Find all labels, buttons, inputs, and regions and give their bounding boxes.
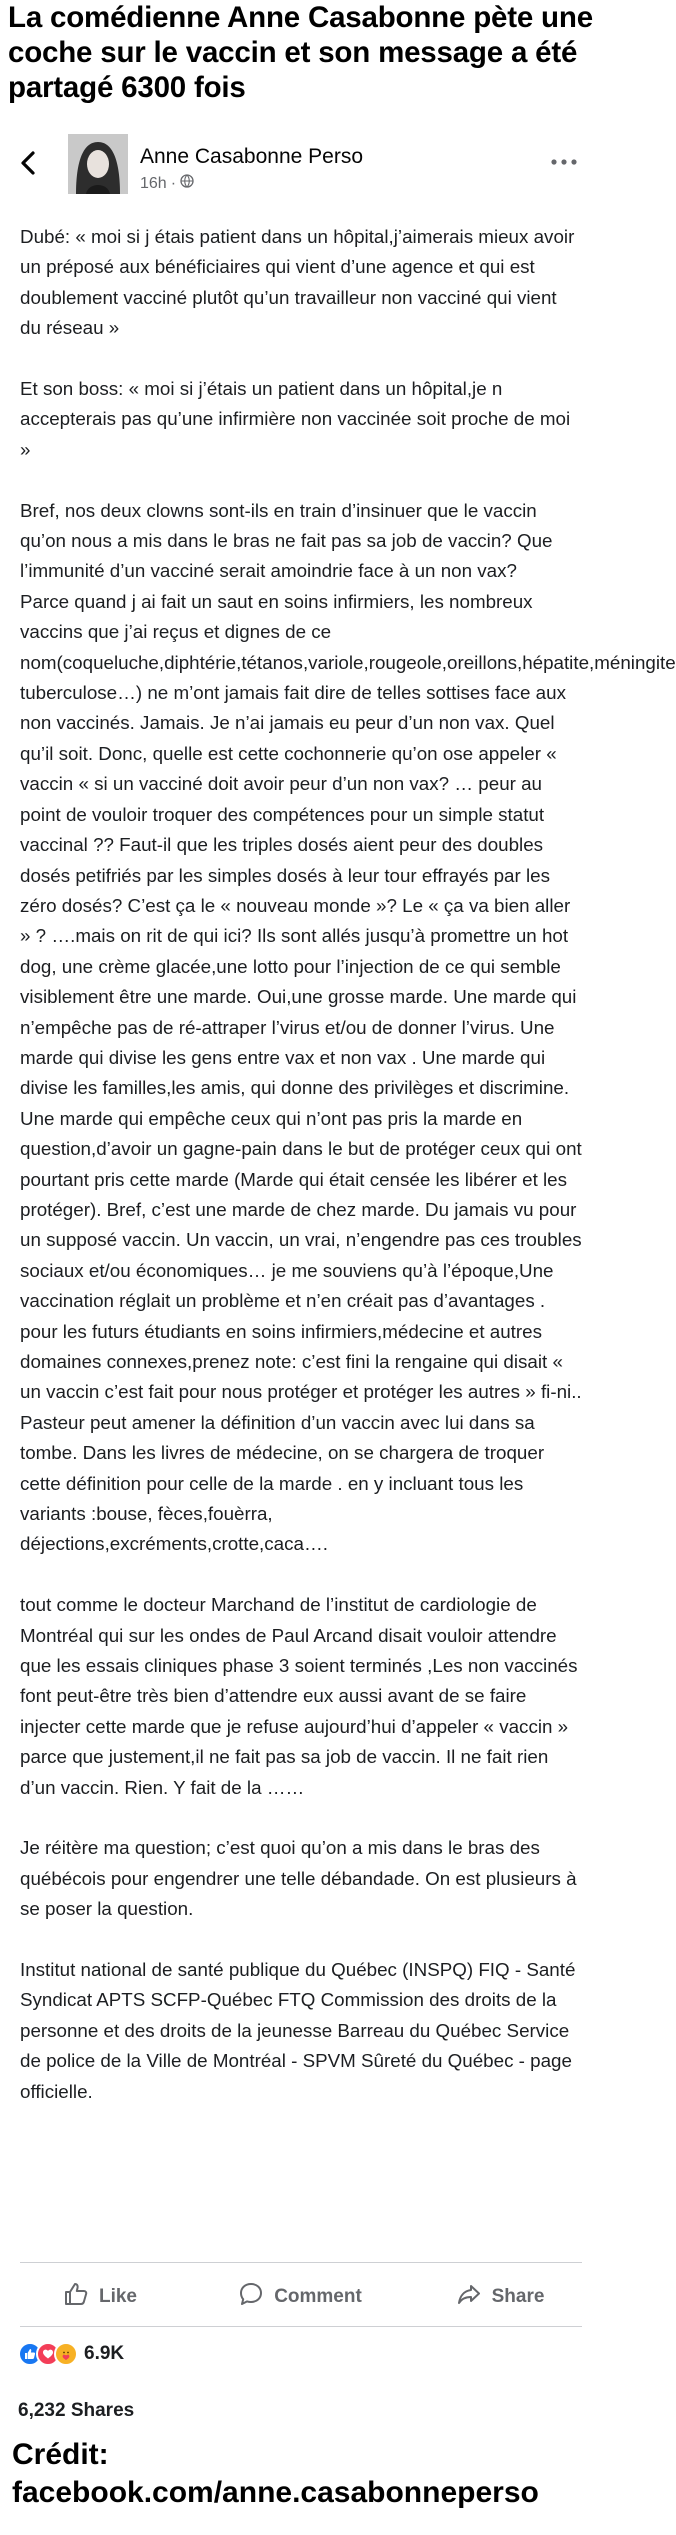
avatar[interactable] bbox=[68, 134, 128, 194]
back-arrow-icon[interactable] bbox=[14, 148, 44, 178]
post-paragraph: pour les futurs étudiants en soins infirmiers,médecine et autres domaines connexes,prenez note: c’est fini la rengaine qui disait « un vaccin c’est fait pour nous protéger et protéger les autres » fi-ni.. Pasteur peut amener la définition d’un vaccin avec lui dans sa tombe. Dans les livres de médecine, on se chargera de troquer cette définition pour celle de la marde . en y incluant tous les variants :bouse, fèces,fouèrra, déjections,excréments,crotte,caca…. bbox=[20, 1320, 582, 1555]
reactions-summary[interactable] bbox=[18, 2342, 124, 2366]
post-paragraph: Je réitère ma question; c’est quoi qu’on a mis dans le bras des québécois pour engendrer une telle débandade. On est plusieurs à se poser la question. bbox=[20, 1837, 577, 1920]
post-paragraph: Dubé: « moi si j étais patient dans un hôpital,j’aimerais mieux avoir un préposé aux bénéficiaires qui vient d’une agence et qui est doublement vacciné plutôt qu’un travailleur non vacciné qui vient du réseau » bbox=[20, 226, 575, 339]
like-button[interactable] bbox=[0, 2272, 200, 2322]
like-label: Like bbox=[98, 2286, 138, 2307]
credit-url: facebook.com/anne.casabonneperso bbox=[12, 2476, 539, 2509]
comment-label: Comment bbox=[274, 2286, 362, 2307]
share-count[interactable]: 6,232 Shares bbox=[18, 2400, 135, 2421]
more-options-icon[interactable] bbox=[549, 154, 579, 170]
post-time: 16h bbox=[140, 174, 167, 192]
credit bbox=[12, 2436, 539, 2512]
comment-button[interactable] bbox=[200, 2272, 400, 2322]
post-paragraph: Bref, nos deux clowns sont-ils en train d’insinuer que le vaccin qu’on nous a mis dans le bras ne fait pas sa job de vaccin? Que l’immunité d’un vacciné serait amoindrie face à un non vax? bbox=[20, 499, 553, 582]
post-header bbox=[0, 128, 600, 208]
post-meta: 16h · bbox=[140, 174, 194, 193]
share-arrow-icon bbox=[456, 2281, 482, 2313]
share-button[interactable] bbox=[400, 2272, 600, 2322]
post-paragraph: Parce quand j ai fait un saut en soins infirmiers, les nombreux vaccins que j’ai reçus et dignes de ce nom(coqueluche,diphtérie,tétanos,variole,rougeole,oreillons,hépatite,méningite tuberculose…) ne m’ont jamais fait dire de telles sottises face aux non vaccinés. Jamais. Je n’ai jamais eu peur d’un non vax. Quel qu’il soit. Donc, quelle est cette cochonnerie qu’on ose appeler « vaccin « si un vacciné doit avoir peur d’un non vax? … peur au point de vouloir troquer des compétences pour un simple statut vaccinal ?? Faut-il que les triples dosés aient peur des doubles dosés petifriés par les simples dosés à leur tour effrayés par les zéro dosés? C’est ça le « nouveau monde »? Le « ça va bien aller » ? ….mais on rit de qui ici? Ils sont allés jusqu’à promettre un hot dog, une crème glacée,une lotto pour l’injection de ce qui semble visiblement être une marde. Oui,une grosse marde. Une marde qui n’empêche pas de ré-attraper l’virus et/ou de donner l’virus. Une marde qui divise les gens entre vax et non vax . Une marde qui divise les familles,les amis, qui donne des privilèges et discrimine. Une marde qui empêche ceux qui n’ont pas pris la marde en question,d’avoir un gagne-pain dans le but de protéger ceux qui ont pourtant pris cette marde (Marde qui était censée les libérer et les protéger). Bref, c’est une marde de chez marde. Du jamais vu pour un supposé vaccin. Un vaccin, un vrai, n’engendre pas ces troubles sociaux et/ou économiques… je me souviens qu’à l’époque,Une vaccination réglait un problème et n’en créait pas d’avantages . bbox=[20, 590, 676, 1312]
thumbs-up-icon bbox=[63, 2281, 89, 2313]
globe-icon bbox=[180, 174, 194, 193]
credit-label: Crédit: bbox=[12, 2438, 109, 2471]
post-paragraph: Et son boss: « moi si j’étais un patient dans un hôpital,je n accepterais pas qu’une infirmière non vaccinée soit proche de moi » bbox=[20, 378, 571, 460]
divider bbox=[20, 2262, 582, 2263]
post-paragraph: Institut national de santé publique du Québec (INSPQ) FIQ - Santé Syndicat APTS SCFP-Québec FTQ Commission des droits de la personne et des droits de la jeunesse Barreau du Québec Service de police de la Ville de Montréal - SPVM Sûreté du Québec - page officielle. bbox=[20, 1959, 576, 2102]
comment-icon bbox=[238, 2281, 264, 2313]
post-paragraph: tout comme le docteur Marchand de l’institut de cardiologie de Montréal qui sur les ondes de Paul Arcand disait vouloir attendre que les essais cliniques phase 3 soient terminés ,Les non vaccinés font peut-être très bien d’attendre eux aussi avant de se faire injecter cette marde que je refuse aujourd’hui d’appeler « vaccin » parce que justement,il ne fait pas sa job de vaccin. Il ne fait rien d’un vaccin. Rien. Y fait de la …… bbox=[20, 1594, 578, 1798]
divider bbox=[20, 2326, 582, 2327]
care-reaction-icon bbox=[54, 2342, 78, 2366]
post-body bbox=[20, 222, 676, 2107]
reaction-count: 6.9K bbox=[84, 2343, 125, 2364]
share-label: Share bbox=[491, 2286, 545, 2307]
action-bar bbox=[0, 2272, 600, 2322]
headline: La comédienne Anne Casabonne pète une coche sur le vaccin et son message a été partagé 6300 fois bbox=[8, 1, 593, 104]
author-name[interactable]: Anne Casabonne Perso bbox=[140, 145, 363, 168]
